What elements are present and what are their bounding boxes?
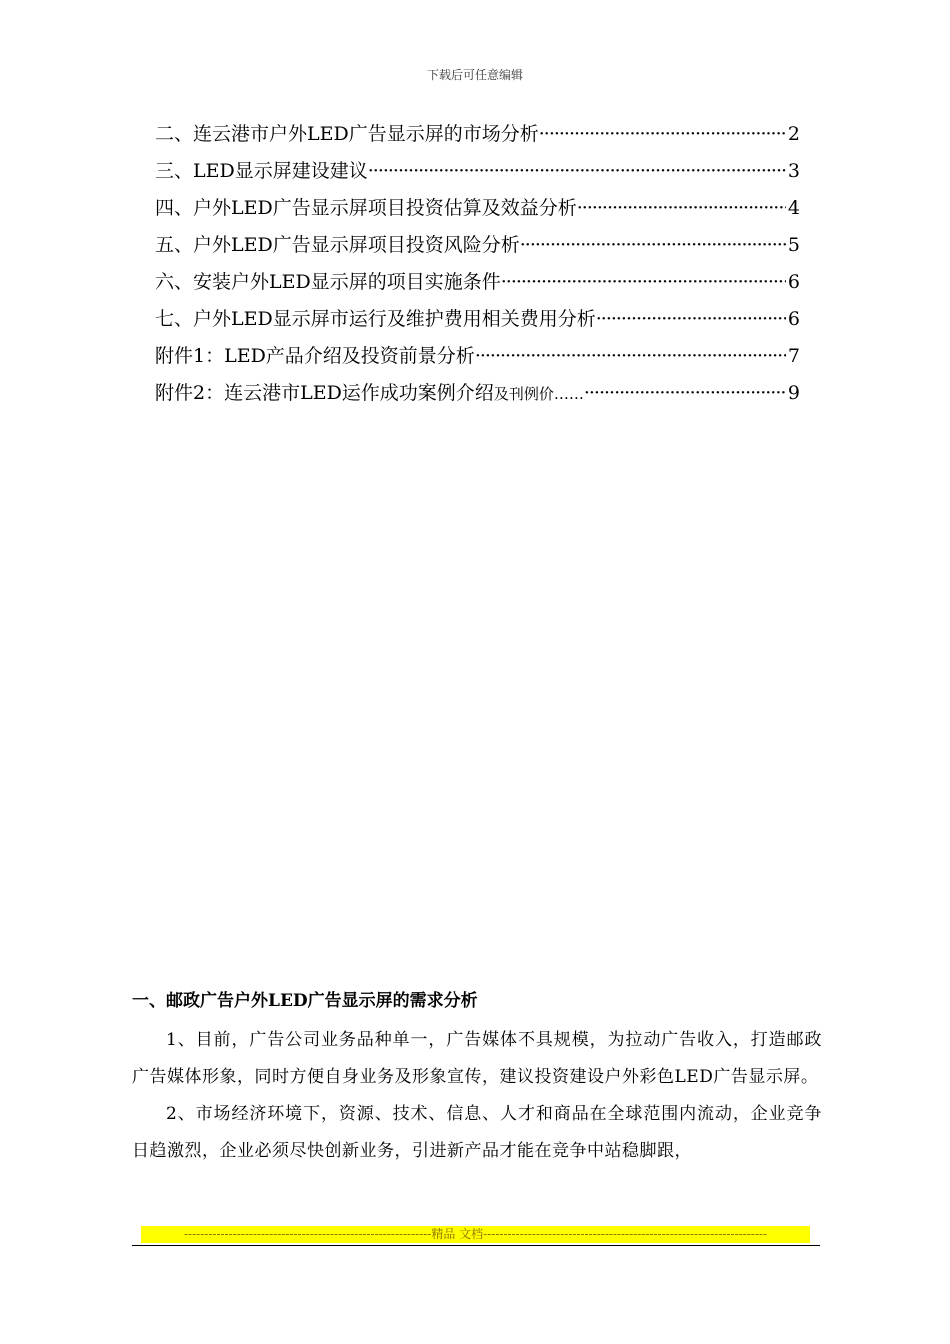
- toc-dot-leader: [539, 120, 786, 148]
- toc-entry[interactable]: [155, 342, 800, 379]
- toc-entry[interactable]: [155, 120, 800, 157]
- toc-entry[interactable]: [155, 305, 800, 342]
- footer-right-dashes: ----------------------------------------------------------------------: [483, 1227, 767, 1241]
- toc-page-number: 7: [787, 345, 800, 367]
- toc-entry-title: 五、户外LED广告显示屏项目投资风险分析: [155, 234, 520, 256]
- toc-entry[interactable]: [155, 379, 800, 416]
- toc-entry-title: 四、户外LED广告显示屏项目投资估算及效益分析: [155, 197, 577, 219]
- toc-page-number: 3: [787, 160, 800, 182]
- toc-entry[interactable]: [155, 194, 800, 231]
- toc-dot-leader: [596, 305, 786, 333]
- toc-entry[interactable]: [155, 268, 800, 305]
- toc-dot-leader: [577, 194, 786, 222]
- toc-page-number: 9: [787, 382, 800, 404]
- toc-entry-title-small: 及刊例价……: [493, 385, 584, 403]
- page-header: 下载后可任意编辑: [426, 68, 523, 82]
- toc-page-number: 4: [787, 197, 800, 219]
- toc-page-number: 6: [787, 271, 800, 293]
- table-of-contents: [155, 120, 800, 416]
- toc-page-number: 5: [787, 234, 800, 256]
- toc-dot-leader: [501, 268, 786, 296]
- toc-entry-title: 三、LED显示屏建设建议: [155, 160, 368, 182]
- toc-page-number: 6: [787, 308, 800, 330]
- toc-entry[interactable]: [155, 231, 800, 268]
- toc-entry-title: 二、连云港市户外LED广告显示屏的市场分析: [155, 123, 539, 145]
- toc-dot-leader: [520, 231, 786, 259]
- toc-entry-title: 七、户外LED显示屏市运行及维护费用相关费用分析: [155, 308, 596, 330]
- toc-dot-leader: [475, 342, 786, 370]
- toc-entry[interactable]: [155, 157, 800, 194]
- section-heading: 一、邮政广告户外LED广告显示屏的需求分析: [132, 991, 478, 1011]
- paragraph-1: 1、目前，广告公司业务品种单一，广告媒体不具规模，为拉动广告收入，打造邮政广告媒体形象，同时方便自身业务及形象宣传，建议投资建设户外彩色LED广告显示屏。: [132, 1030, 822, 1087]
- footer-rule: [132, 1245, 820, 1246]
- footer-label: 精品 文档: [431, 1227, 484, 1241]
- footer-left-dashes: -------------------------------------------------------------: [184, 1227, 432, 1241]
- toc-entry-title: 六、安装户外LED显示屏的项目实施条件: [155, 271, 501, 293]
- toc-entry-title: [155, 379, 584, 408]
- toc-page-number: 2: [787, 123, 800, 145]
- toc-entry-title-main: 附件2：连云港市LED运作成功案例介绍: [155, 382, 494, 404]
- section-demand-analysis: [132, 988, 822, 1170]
- toc-entry-title: 附件1：LED产品介绍及投资前景分析: [155, 345, 475, 367]
- toc-dot-leader: [368, 157, 786, 185]
- paragraph-2: 2、市场经济环境下，资源、技术、信息、人才和商品在全球范围内流动，企业竞争日趋激烈，企业必须尽快创新业务，引进新产品才能在竞争中站稳脚跟，: [132, 1104, 822, 1161]
- footer-banner: [141, 1226, 810, 1243]
- toc-dot-leader: [584, 379, 786, 407]
